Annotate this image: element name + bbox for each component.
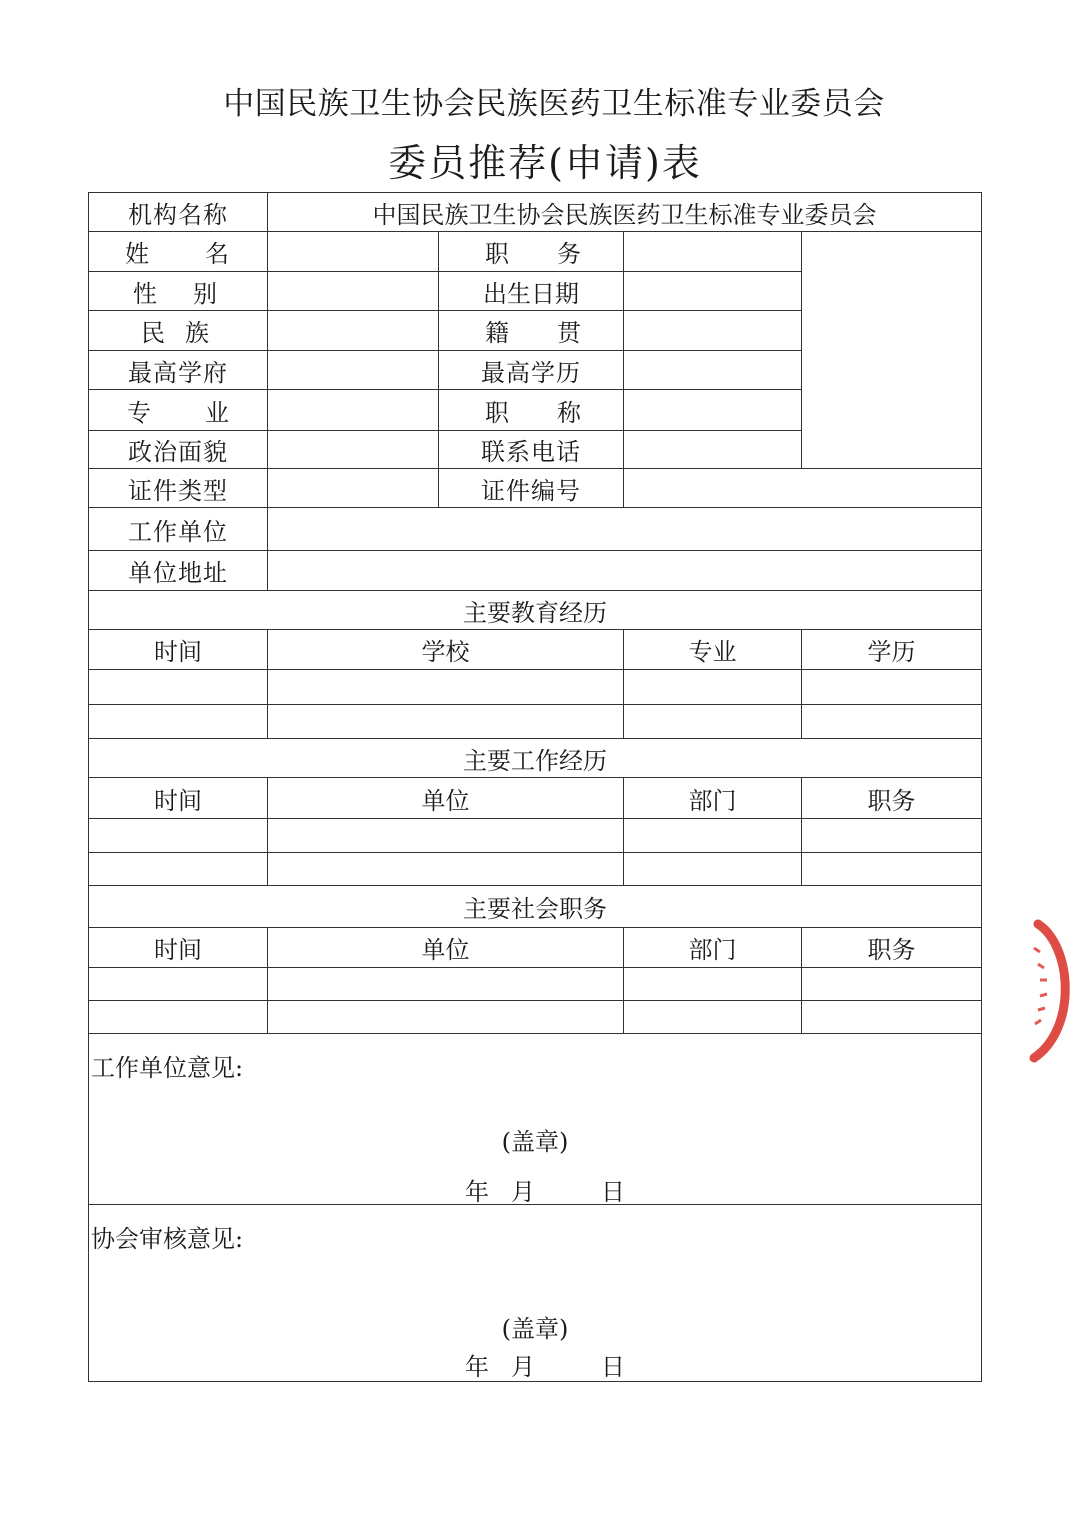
birth-date-field[interactable] — [624, 272, 802, 311]
social-row2-time[interactable] — [89, 1001, 268, 1034]
social-row1-unit[interactable] — [268, 968, 624, 1001]
birth-date-label: 出生日期 — [439, 272, 624, 311]
education-row2-major[interactable] — [624, 705, 802, 739]
position-label: 职 务 — [439, 232, 624, 272]
ethnicity-label: 民 族 — [89, 311, 268, 351]
social-col-unit: 单位 — [268, 928, 624, 968]
work-row1-unit[interactable] — [268, 819, 624, 853]
education-col-degree: 学历 — [802, 630, 982, 670]
org-name-label: 机构名称 — [89, 193, 268, 232]
political-status-field[interactable] — [268, 431, 439, 469]
social-row2-department[interactable] — [624, 1001, 802, 1034]
id-type-label: 证件类型 — [89, 469, 268, 508]
work-row1-department[interactable] — [624, 819, 802, 853]
association-opinion-box[interactable] — [89, 1205, 982, 1382]
name-label: 姓 名 — [89, 232, 268, 272]
social-col-position: 职务 — [802, 928, 982, 968]
phone-label: 联系电话 — [439, 431, 624, 469]
association-opinion-seal: (盖章) — [501, 1315, 569, 1343]
unit-address-label: 单位地址 — [89, 551, 268, 591]
ethnicity-field[interactable] — [268, 311, 439, 351]
association-opinion-date: 年 月 日 — [465, 1353, 625, 1381]
id-number-label: 证件编号 — [439, 469, 624, 508]
form-title-line1: 中国民族卫生协会民族医药卫生标准专业委员会 — [223, 86, 885, 122]
highest-degree-field[interactable] — [624, 351, 802, 390]
unit-address-field[interactable] — [268, 551, 982, 591]
position-field[interactable] — [624, 232, 802, 272]
work-row1-time[interactable] — [89, 819, 268, 853]
work-heading: 主要工作经历 — [89, 739, 982, 778]
work-unit-field[interactable] — [268, 508, 982, 551]
political-status-label: 政治面貌 — [89, 431, 268, 469]
social-col-time: 时间 — [89, 928, 268, 968]
education-row1-school[interactable] — [268, 670, 624, 705]
education-row1-major[interactable] — [624, 670, 802, 705]
id-type-field[interactable] — [268, 469, 439, 508]
highest-school-field[interactable] — [268, 351, 439, 390]
unit-opinion-box[interactable] — [89, 1034, 982, 1205]
education-col-major: 专业 — [624, 630, 802, 670]
work-unit-label: 工作单位 — [89, 508, 268, 551]
work-col-time: 时间 — [89, 778, 268, 819]
work-col-unit: 单位 — [268, 778, 624, 819]
org-name-value: 中国民族卫生协会民族医药卫生标准专业委员会 — [268, 193, 982, 232]
education-row2-time[interactable] — [89, 705, 268, 739]
photo-area[interactable] — [802, 232, 982, 469]
title-label: 职 称 — [439, 390, 624, 431]
education-row2-degree[interactable] — [802, 705, 982, 739]
education-row2-school[interactable] — [268, 705, 624, 739]
work-row2-department[interactable] — [624, 853, 802, 886]
education-row1-time[interactable] — [89, 670, 268, 705]
native-place-field[interactable] — [624, 311, 802, 351]
work-col-department: 部门 — [624, 778, 802, 819]
work-row2-position[interactable] — [802, 853, 982, 886]
work-row2-unit[interactable] — [268, 853, 624, 886]
major-field[interactable] — [268, 390, 439, 431]
phone-field[interactable] — [624, 431, 802, 469]
work-row2-time[interactable] — [89, 853, 268, 886]
work-col-position: 职务 — [802, 778, 982, 819]
social-row1-time[interactable] — [89, 968, 268, 1001]
association-opinion-label: 协会审核意见: — [91, 1225, 244, 1253]
name-field[interactable] — [268, 232, 439, 272]
gender-label: 性 别 — [89, 272, 268, 311]
social-row1-position[interactable] — [802, 968, 982, 1001]
major-label: 专 业 — [89, 390, 268, 431]
education-row1-degree[interactable] — [802, 670, 982, 705]
recommendation-form-table — [88, 192, 982, 1382]
id-number-field[interactable] — [624, 469, 982, 508]
highest-degree-label: 最高学历 — [439, 351, 624, 390]
partial-seal-stamp — [1020, 918, 1080, 1063]
social-col-department: 部门 — [624, 928, 802, 968]
form-title-line2: 委员推荐(申请)表 — [388, 141, 702, 185]
highest-school-label: 最高学府 — [89, 351, 268, 390]
unit-opinion-date: 年 月 日 — [465, 1178, 625, 1205]
social-row1-department[interactable] — [624, 968, 802, 1001]
title-field[interactable] — [624, 390, 802, 431]
education-col-time: 时间 — [89, 630, 268, 670]
unit-opinion-seal: (盖章) — [501, 1128, 569, 1156]
education-col-school: 学校 — [268, 630, 624, 670]
social-row2-unit[interactable] — [268, 1001, 624, 1034]
unit-opinion-label: 工作单位意见: — [91, 1054, 244, 1082]
social-row2-position[interactable] — [802, 1001, 982, 1034]
work-row1-position[interactable] — [802, 819, 982, 853]
gender-field[interactable] — [268, 272, 439, 311]
social-heading: 主要社会职务 — [89, 886, 982, 928]
native-place-label: 籍 贯 — [439, 311, 624, 351]
education-heading: 主要教育经历 — [89, 591, 982, 630]
